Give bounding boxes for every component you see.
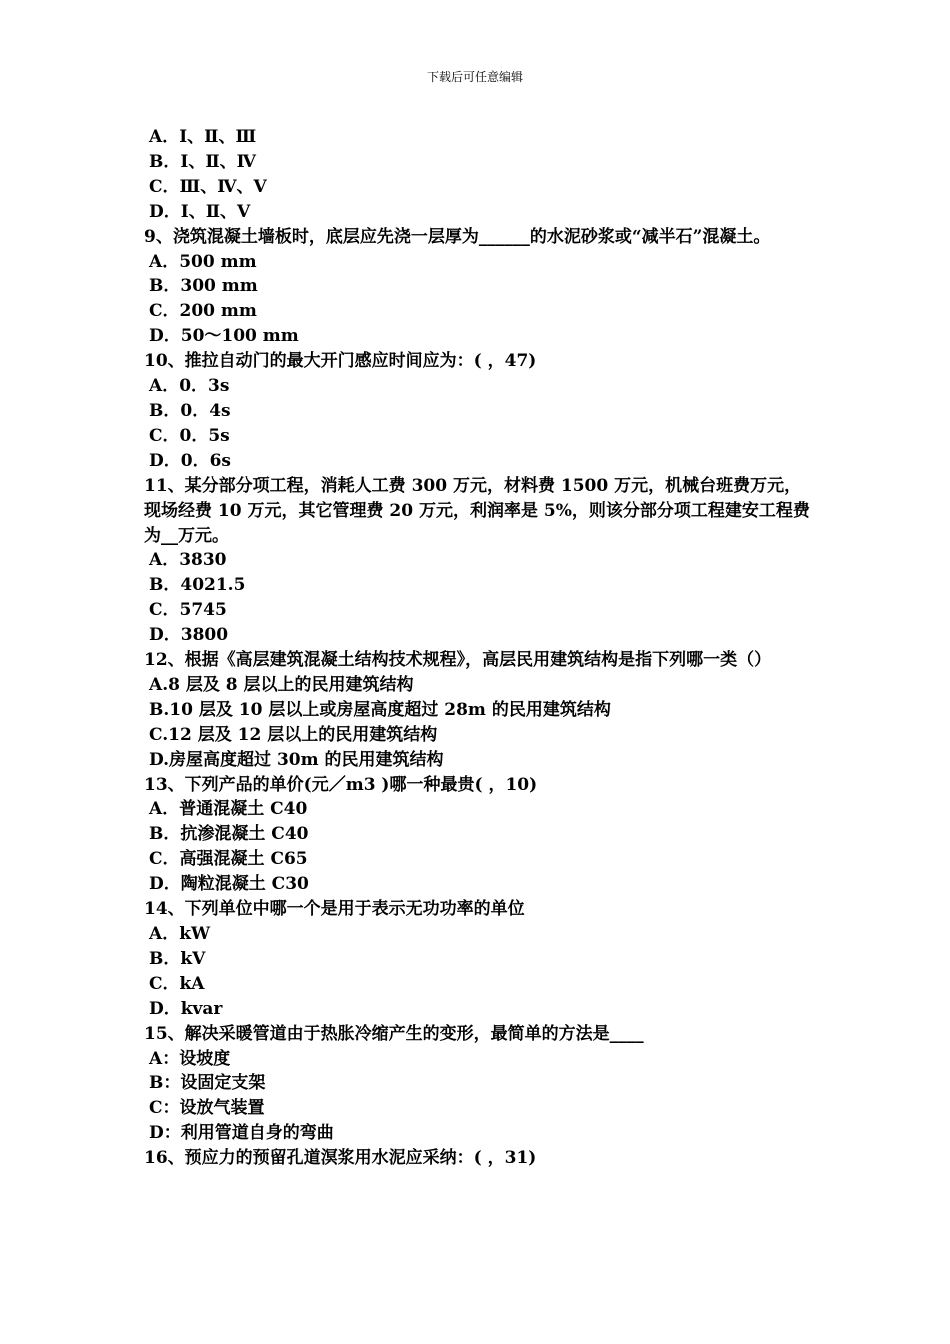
answer-option: C．kA <box>149 973 205 994</box>
document-body <box>144 125 814 1171</box>
question-text: 9、浇筑混凝土墙板时，底层应先浇一层厚为______的水泥砂浆或“减半石”混凝土。 <box>144 226 771 247</box>
page-header: 下载后可任意编辑 <box>426 70 523 84</box>
answer-option: D．50～100 mm <box>149 326 299 347</box>
answer-option: C．高强混凝土 C65 <box>149 849 308 870</box>
question-text: 16、预应力的预留孔道溟浆用水泥应采纳：( ，31) <box>144 1148 537 1169</box>
answer-option: A：设坡度 <box>149 1048 231 1069</box>
answer-option: C：设放气装置 <box>149 1098 265 1119</box>
answer-option: A．3830 <box>149 550 227 571</box>
answer-option: B.10 层及 10 层以上或房屋高度超过 28m 的民用建筑结构 <box>149 699 611 720</box>
question-text: 13、下列产品的单价(元／m3 )哪一种最贵( ，10) <box>144 774 538 795</box>
answer-option: D：利用管道自身的弯曲 <box>149 1123 334 1144</box>
answer-option: A．500 mm <box>149 251 257 272</box>
answer-option: C．200 mm <box>149 301 257 322</box>
answer-option: B．Ⅰ、Ⅱ、Ⅳ <box>149 151 256 172</box>
question-text: 10、推拉自动门的最大开门感应时间应为：( ，47) <box>144 351 537 372</box>
question-text: 15、解决采暖管道由于热胀冷缩产生的变形，最简单的方法是____ <box>144 1023 644 1044</box>
answer-option: D．陶粒混凝土 C30 <box>149 874 309 895</box>
answer-option: B．抗渗混凝土 C40 <box>149 824 309 845</box>
answer-option: D．3800 <box>149 625 229 646</box>
question-text: 12、根据《高层建筑混凝土结构技术规程》，高层民用建筑结构是指下列哪一类（） <box>144 650 772 671</box>
answer-option: A．Ⅰ、Ⅱ、Ⅲ <box>149 127 257 147</box>
answer-option: D．0．6s <box>149 450 231 471</box>
answer-option: D．kvar <box>149 998 223 1019</box>
answer-option: A.8 层及 8 层以上的民用建筑结构 <box>149 674 414 695</box>
answer-option: B．300 mm <box>149 276 258 297</box>
question-text: 11、某分部分项工程，消耗人工费 300 万元，材料费 1500 万元，机械台班费万元，现场经费 10 万元，其它管理费 20 万元，利润率是 5%，则该分部分项工程建安工程费为__万元。 <box>144 475 810 546</box>
answer-option: B．0．4s <box>149 400 231 421</box>
answer-option: B．4021.5 <box>149 575 246 596</box>
question-text: 14、下列单位中哪一个是用于表示无功功率的单位 <box>144 899 525 920</box>
answer-option: A．0．3s <box>149 376 230 397</box>
answer-option: A．普通混凝土 C40 <box>149 799 308 820</box>
answer-option: A．kW <box>149 924 211 944</box>
answer-option: D.房屋高度超过 30m 的民用建筑结构 <box>149 749 444 770</box>
answer-option: C．5745 <box>149 600 227 621</box>
answer-option: D．Ⅰ、Ⅱ、Ⅴ <box>149 201 251 222</box>
answer-option: C．0．5s <box>149 425 230 446</box>
answer-option: B．kV <box>149 948 206 969</box>
answer-option: B：设固定支架 <box>149 1073 266 1094</box>
answer-option: C.12 层及 12 层以上的民用建筑结构 <box>149 724 438 745</box>
answer-option: C．Ⅲ、Ⅳ、Ⅴ <box>149 176 267 197</box>
